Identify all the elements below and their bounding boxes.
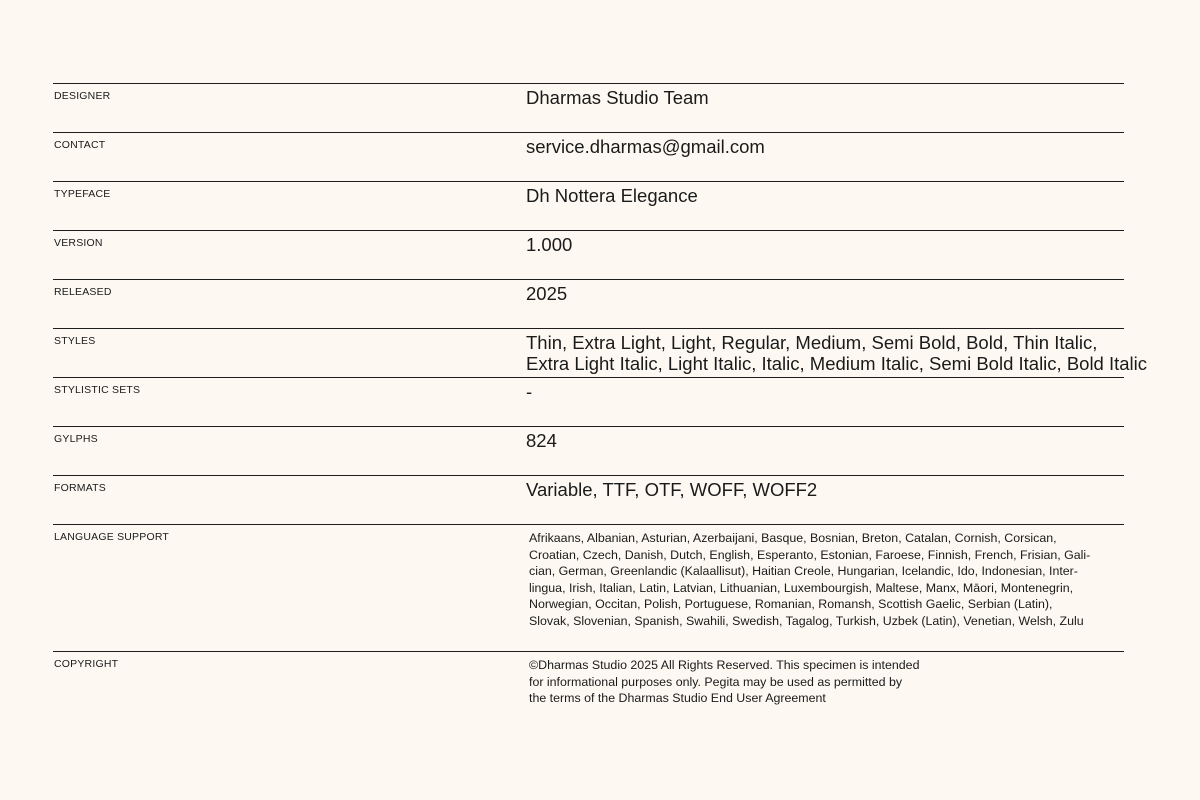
row-styles xyxy=(53,328,1148,377)
version-value: 1.000 xyxy=(526,234,573,255)
formats-label: FORMATS xyxy=(54,482,106,494)
language-line: lingua, Irish, Italian, Latin, Latvian, Lithuanian, Luxembourgish, Maltese, Manx, Māori, Montenegrin, xyxy=(529,580,1074,595)
language-line: Croatian, Czech, Danish, Dutch, English, Esperanto, Estonian, Faroese, Finnish, French, Frisian, Gali- xyxy=(529,547,1091,562)
styles-line: Extra Light Italic, Light Italic, Italic, Medium Italic, Semi Bold Italic, Bold Italic xyxy=(526,353,1148,374)
row-released xyxy=(53,279,1124,328)
typeface-label: TYPEFACE xyxy=(54,188,111,200)
language-line: cian, German, Greenlandic (Kalaallisut), Haitian Creole, Hungarian, Icelandic, Ido, Indonesian, Inter- xyxy=(529,564,1078,578)
styles-value xyxy=(526,332,1147,374)
designer-value: Dharmas Studio Team xyxy=(526,87,709,108)
language-line: Slovak, Slovenian, Spanish, Swahili, Swedish, Tagalog, Turkish, Uzbek (Latin), Venetian, Welsh, Zulu xyxy=(529,613,1084,628)
copyright-label: COPYRIGHT xyxy=(54,658,119,670)
glyphs-label: GYLPHS xyxy=(54,433,98,445)
row-glyphs xyxy=(53,426,1124,475)
row-typeface xyxy=(53,181,1124,230)
version-label: VERSION xyxy=(54,237,103,249)
released-value: 2025 xyxy=(526,283,568,304)
language-support-value xyxy=(529,530,1090,629)
styles-line: Thin, Extra Light, Light, Regular, Medium, Semi Bold, Bold, Thin Italic, xyxy=(526,332,1098,353)
stylistic-sets-label: STYLISTIC SETS xyxy=(54,384,141,396)
row-copyright xyxy=(53,651,1124,721)
contact-value: service.dharmas@gmail.com xyxy=(526,136,765,157)
formats-value: Variable, TTF, OTF, WOFF, WOFF2 xyxy=(526,479,818,500)
glyphs-value: 824 xyxy=(526,430,557,451)
language-line: Norwegian, Occitan, Polish, Portuguese, Romanian, Romansh, Scottish Gaelic, Serbian (Latin), xyxy=(529,597,1053,611)
language-support-label: LANGUAGE SUPPORT xyxy=(54,531,170,543)
row-language-support xyxy=(53,524,1124,651)
row-formats xyxy=(53,475,1124,524)
copyright-line: ©Dharmas Studio 2025 All Rights Reserved. This specimen is intended xyxy=(529,658,920,672)
released-label: RELEASED xyxy=(54,286,112,298)
row-stylistic-sets xyxy=(53,377,1124,426)
copyright-line: the terms of the Dharmas Studio End User Agreement xyxy=(529,691,826,705)
copyright-value xyxy=(529,657,919,707)
styles-label: STYLES xyxy=(54,335,96,347)
row-contact xyxy=(53,132,1124,181)
designer-label: DESIGNER xyxy=(54,90,111,102)
row-designer xyxy=(53,83,1124,132)
stylistic-sets-value: - xyxy=(526,381,533,402)
language-line: Afrikaans, Albanian, Asturian, Azerbaijani, Basque, Bosnian, Breton, Catalan, Cornish, Corsican, xyxy=(529,531,1057,545)
contact-label: CONTACT xyxy=(54,139,106,151)
row-version xyxy=(53,230,1124,279)
copyright-line: for informational purposes only. Pegita may be used as permitted by xyxy=(529,674,903,689)
font-info-table xyxy=(53,83,1148,721)
typeface-value: Dh Nottera Elegance xyxy=(526,185,698,206)
